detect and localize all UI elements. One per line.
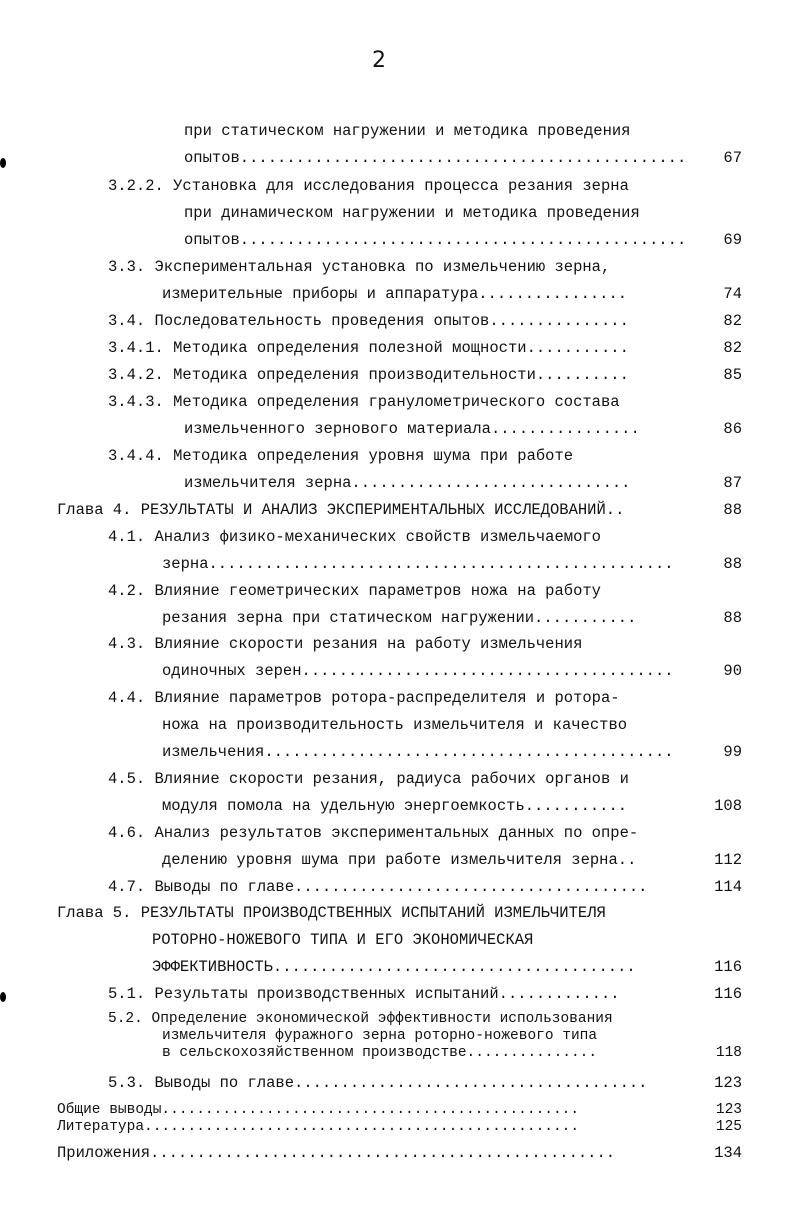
toc-page-number: 99 xyxy=(723,743,742,761)
toc-line: 3.2.2. Установка для исследования процесса резания зерна xyxy=(108,177,629,195)
toc-page-number: 125 xyxy=(715,1119,742,1135)
toc-page-number: 116 xyxy=(714,958,742,976)
toc-page-number: 69 xyxy=(723,231,742,249)
toc-page-number: 90 xyxy=(723,662,742,680)
toc-line: 3.3. Экспериментальная установка по измельчению зерна, xyxy=(108,258,611,276)
toc-page-number: 123 xyxy=(715,1102,742,1118)
toc-page-number: 88 xyxy=(723,609,742,627)
toc-line: 3.4. Последовательность проведения опытов............... xyxy=(108,312,629,330)
toc-page-number: 82 xyxy=(723,312,742,330)
toc-line: опытов................................................ xyxy=(184,231,687,249)
toc-line: при динамическом нагружении и методика проведения xyxy=(184,204,640,222)
toc-page-number: 108 xyxy=(714,797,742,815)
toc-line: 4.4. Влияние параметров ротора-распределителя и ротора- xyxy=(108,689,620,707)
toc-line: 3.4.3. Методика определения гранулометрического состава xyxy=(108,393,620,411)
toc-page-number: 134 xyxy=(714,1144,742,1162)
toc-line: в сельскохозяйственном производстве............... xyxy=(162,1045,598,1061)
toc-page-number: 86 xyxy=(723,420,742,438)
toc-page-number: 67 xyxy=(723,149,742,167)
toc-line: измельченного зернового материала................ xyxy=(184,420,640,438)
toc-line: ЭФФЕКТИВНОСТЬ....................................... xyxy=(152,958,636,976)
toc-line: одиночных зерен........................................ xyxy=(162,662,674,680)
toc-page-number: 112 xyxy=(714,851,742,869)
toc-page-number: 114 xyxy=(714,878,742,896)
toc-line: опытов................................................ xyxy=(184,149,687,167)
toc-line: измерительные приборы и аппаратура................ xyxy=(162,285,628,303)
toc-line: Глава 4. РЕЗУЛЬТАТЫ И АНАЛИЗ ЭКСПЕРИМЕНТАЛЬНЫХ ИССЛЕДОВАНИЙ.. xyxy=(57,501,625,519)
toc-line: 4.2. Влияние геометрических параметров ножа на работу xyxy=(108,582,601,600)
toc-line: 4.7. Выводы по главе...................................... xyxy=(108,878,648,896)
toc-line: 4.3. Влияние скорости резания на работу измельчения xyxy=(108,635,583,653)
toc-line: измельчителя фуражного зерна роторно-ножевого типа xyxy=(162,1028,598,1044)
toc-page-number: 82 xyxy=(723,339,742,357)
toc-line: 4.6. Анализ результатов экспериментальных данных по опре- xyxy=(108,824,639,842)
toc-line: 4.1. Анализ физико-механических свойств измельчаемого xyxy=(108,528,601,546)
toc-line: 5.3. Выводы по главе...................................... xyxy=(108,1074,648,1092)
toc-page-number: 87 xyxy=(723,474,742,492)
toc-line: Общие выводы................................................ xyxy=(57,1102,580,1118)
toc-line: ножа на производительность измельчителя и качество xyxy=(162,716,628,734)
toc-page-number: 118 xyxy=(715,1045,742,1061)
margin-dot xyxy=(0,158,6,168)
page-number: 2 xyxy=(372,48,386,73)
toc-line: измельчителя зерна.............................. xyxy=(184,474,631,492)
toc-line: модуля помола на удельную энергоемкость........... xyxy=(162,797,628,815)
toc-page-number: 123 xyxy=(714,1074,742,1092)
toc-line: 5.1. Результаты производственных испытаний............. xyxy=(108,985,620,1003)
toc-line: делению уровня шума при работе измельчителя зерна.. xyxy=(162,851,637,869)
toc-line: при статическом нагружении и методика проведения xyxy=(184,122,631,140)
toc-page-number: 88 xyxy=(723,501,742,519)
toc-page-number: 116 xyxy=(714,985,742,1003)
toc-line: Приложения.................................................. xyxy=(57,1144,616,1162)
toc-line: зерна.................................................. xyxy=(162,555,674,573)
toc-line: 3.4.4. Методика определения уровня шума при работе xyxy=(108,447,574,465)
toc-line: измельчения............................................ xyxy=(162,743,674,761)
toc-line: Литература.................................................. xyxy=(57,1119,580,1135)
toc-line: РОТОРНО-НОЖЕВОГО ТИПА И ЕГО ЭКОНОМИЧЕСКАЯ xyxy=(152,931,534,949)
toc-line: 3.4.2. Методика определения производительности.......... xyxy=(108,366,629,384)
toc-line: 4.5. Влияние скорости резания, радиуса рабочих органов и xyxy=(108,770,629,788)
toc-line: Глава 5. РЕЗУЛЬТАТЫ ПРОИЗВОДСТВЕННЫХ ИСПЫТАНИЙ ИЗМЕЛЬЧИТЕЛЯ xyxy=(57,904,606,922)
toc-page-number: 74 xyxy=(723,285,742,303)
toc-line: 5.2. Определение экономической эффективности использования xyxy=(108,1011,613,1027)
toc-page-number: 88 xyxy=(723,555,742,573)
margin-dot xyxy=(0,992,6,1002)
toc-line: резания зерна при статическом нагружении........... xyxy=(162,609,637,627)
toc-page-number: 85 xyxy=(723,366,742,384)
toc-line: 3.4.1. Методика определения полезной мощности........... xyxy=(108,339,629,357)
